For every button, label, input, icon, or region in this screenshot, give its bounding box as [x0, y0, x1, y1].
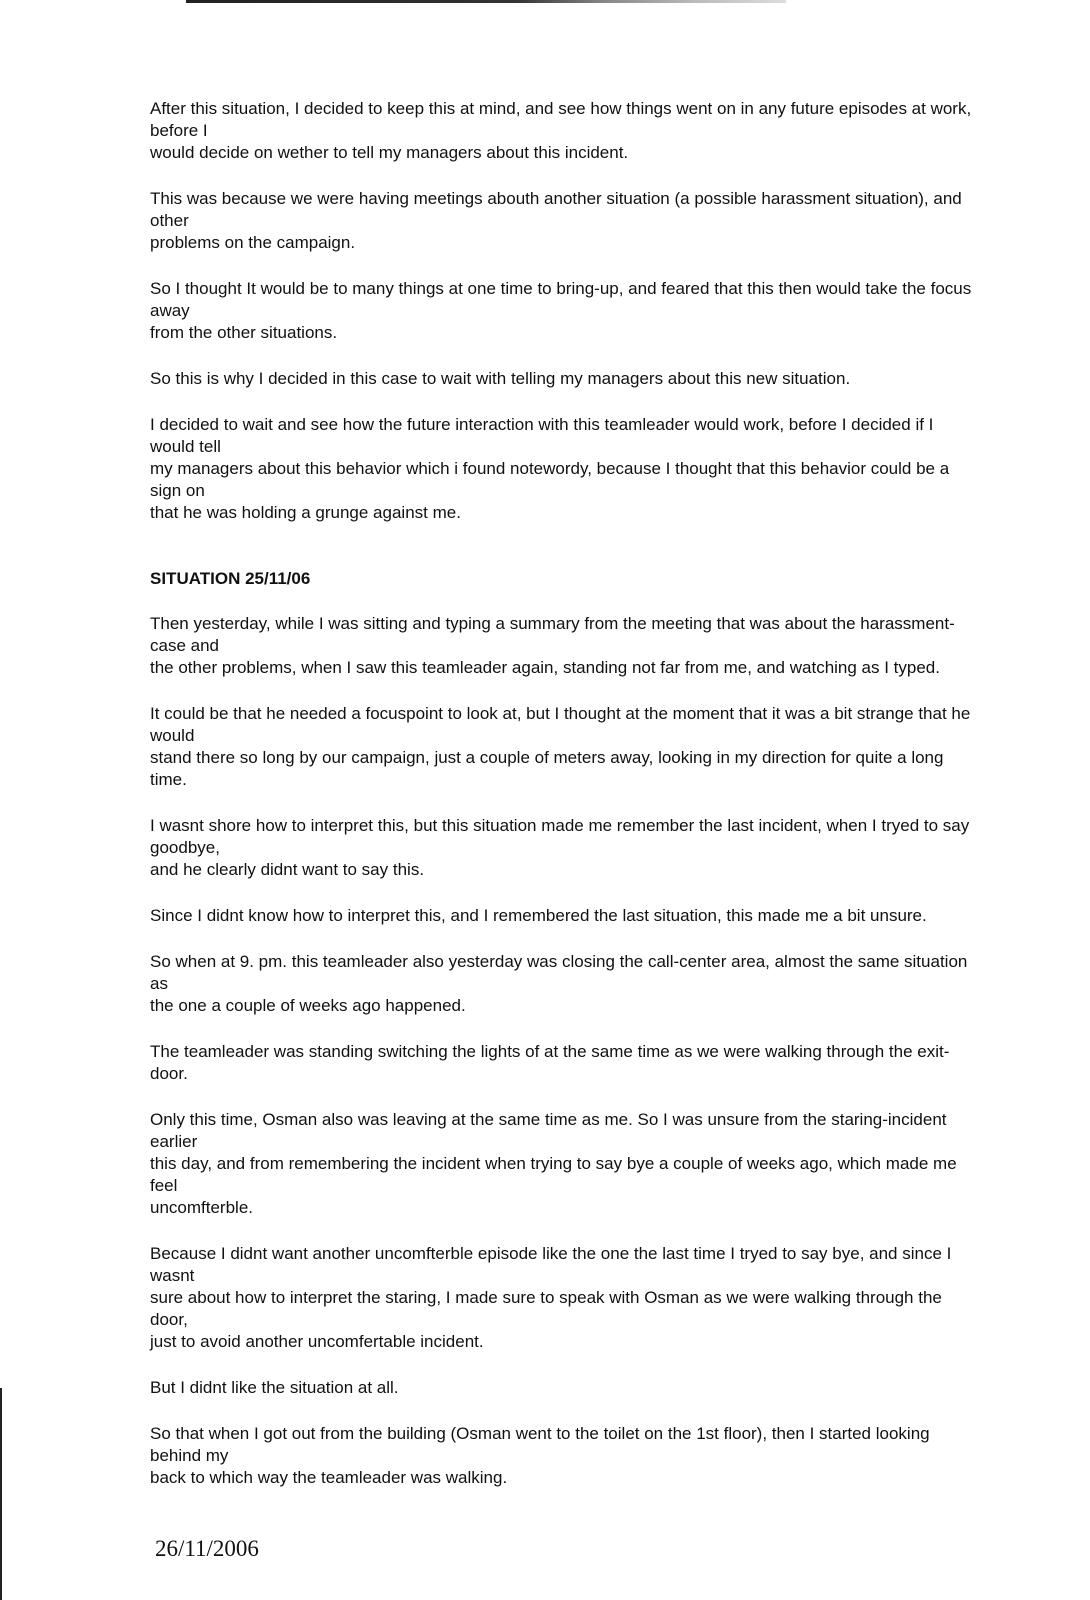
- paragraph-line: uncomfterble.: [150, 1198, 253, 1217]
- paragraph: [150, 613, 1070, 679]
- paragraph-line: It could be that he needed a focuspoint to look at, but I thought at the moment that it was a bit strange that he: [150, 704, 971, 723]
- paragraph-line: time.: [150, 770, 187, 789]
- paragraph-line: other: [150, 211, 189, 230]
- paragraph: [150, 815, 1070, 881]
- paragraph-line: So I thought It would be to many things at one time to bring-up, and feared that this then would take the focus: [150, 279, 972, 298]
- paragraph: [150, 188, 1070, 254]
- paragraphs-after-heading: [150, 613, 1070, 1489]
- paragraph: [150, 703, 1070, 791]
- paragraph-line: Then yesterday, while I was sitting and typing a summary from the meeting that was about the harassment-: [150, 614, 955, 633]
- paragraph-line: would: [150, 726, 195, 745]
- paragraph-line: Since I didnt know how to interpret this, and I remembered the last situation, this made me a bit unsure.: [150, 906, 927, 925]
- paragraph: [150, 278, 1070, 344]
- paragraph-line: stand there so long by our campaign, just a couple of meters away, looking in my direction for quite a long: [150, 748, 944, 767]
- paragraph: [150, 951, 1070, 1017]
- scan-top-rule: [186, 0, 786, 3]
- paragraph-line: the one a couple of weeks ago happened.: [150, 996, 466, 1015]
- paragraph-line: this day, and from remembering the incident when trying to say bye a couple of weeks ago, which made me: [150, 1154, 957, 1173]
- paragraph-line: But I didnt like the situation at all.: [150, 1378, 399, 1397]
- paragraph: [150, 1243, 1070, 1353]
- paragraph-line: I wasnt shore how to interpret this, but this situation made me remember the last incident, when I tryed to say: [150, 816, 970, 835]
- paragraph-line: sure about how to interpret the staring, I made sure to speak with Osman as we were walking through the: [150, 1288, 942, 1307]
- paragraph-line: So that when I got out from the building (Osman went to the toilet on the 1st floor), then I started looking: [150, 1424, 930, 1443]
- paragraph: [150, 1423, 1070, 1489]
- paragraph-line: the other problems, when I saw this teamleader again, standing not far from me, and watching as I typed.: [150, 658, 940, 677]
- section-heading-wrap: [150, 568, 1070, 590]
- paragraph-line: that he was holding a grunge against me.: [150, 503, 461, 522]
- paragraph-line: I decided to wait and see how the future interaction with this teamleader would work, before I decided if I: [150, 415, 934, 434]
- paragraph-line: and he clearly didnt want to say this.: [150, 860, 425, 879]
- paragraph-line: goodbye,: [150, 838, 220, 857]
- paragraph-line: behind my: [150, 1446, 229, 1465]
- paragraph-line: door,: [150, 1310, 188, 1329]
- paragraph: [150, 1377, 1070, 1399]
- document-body: [150, 98, 1070, 1489]
- paragraph-line: door.: [150, 1064, 188, 1083]
- paragraph: [150, 905, 1070, 927]
- paragraph-line: The teamleader was standing switching the lights of at the same time as we were walking through the exit-: [150, 1042, 950, 1061]
- paragraph-line: sign on: [150, 481, 205, 500]
- paragraph-line: would tell: [150, 437, 221, 456]
- scan-left-edge: [0, 1388, 2, 1600]
- paragraph-line: This was because we were having meetings abouth another situation (a possible harassment situation), and: [150, 189, 962, 208]
- paragraph-line: wasnt: [150, 1266, 195, 1285]
- paragraph-line: Because I didnt want another uncomfterble episode like the one the last time I tryed to say bye, and since I: [150, 1244, 952, 1263]
- paragraph-line: problems on the campaign.: [150, 233, 356, 252]
- paragraph: [150, 368, 1070, 390]
- paragraph-line: back to which way the teamleader was walking.: [150, 1468, 508, 1487]
- paragraph: [150, 98, 1070, 164]
- paragraph-line: Only this time, Osman also was leaving at the same time as me. So I was unsure from the staring-incident: [150, 1110, 947, 1129]
- paragraph-line: After this situation, I decided to keep this at mind, and see how things went on in any future episodes at work,: [150, 99, 972, 118]
- paragraph: [150, 1041, 1070, 1085]
- paragraph-line: from the other situations.: [150, 323, 338, 342]
- footer-date: 26/11/2006: [155, 1536, 259, 1561]
- paragraph-line: just to avoid another uncomfertable incident.: [150, 1332, 484, 1351]
- paragraph-line: So when at 9. pm. this teamleader also yesterday was closing the call-center area, almost the same situation: [150, 952, 968, 971]
- paragraph-line: would decide on wether to tell my managers about this incident.: [150, 143, 629, 162]
- paragraph: [150, 414, 1070, 524]
- paragraph-line: case and: [150, 636, 219, 655]
- paragraph-line: earlier: [150, 1132, 198, 1151]
- paragraph-line: away: [150, 301, 190, 320]
- paragraph-line: before I: [150, 121, 208, 140]
- paragraph-line: So this is why I decided in this case to wait with telling my managers about this new situation.: [150, 369, 851, 388]
- paragraph-line: feel: [150, 1176, 178, 1195]
- paragraph-line: as: [150, 974, 168, 993]
- paragraph-line: my managers about this behavior which i found notewordy, because I thought that this behavior could be a: [150, 459, 950, 478]
- paragraph: [150, 1109, 1070, 1219]
- section-heading: SITUATION 25/11/06: [150, 569, 311, 588]
- paragraphs-before-heading: [150, 98, 1070, 524]
